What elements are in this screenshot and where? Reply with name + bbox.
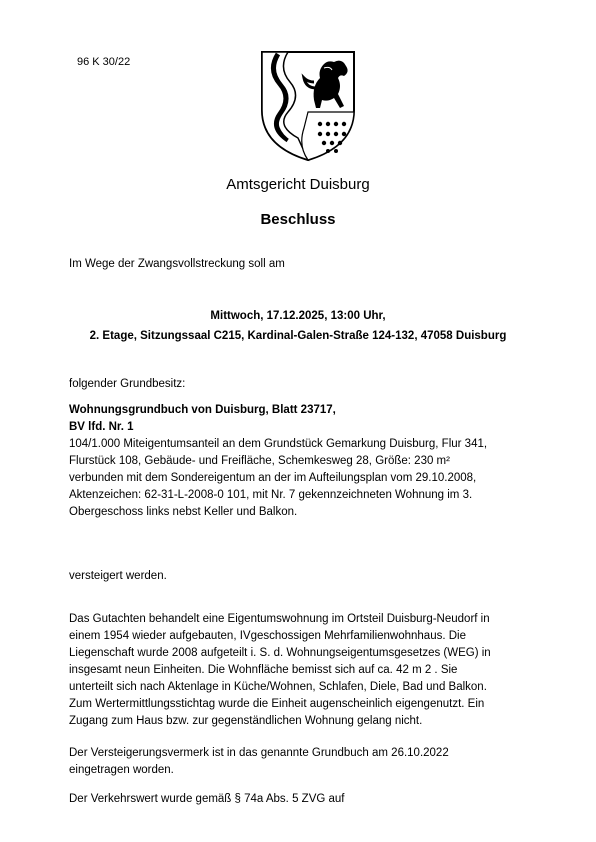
- text-line: Der Versteigerungsvermerk ist in das genannte Grundbuch am 26.10.2022: [69, 747, 449, 759]
- text-line: 104/1.000 Miteigentumsanteil an dem Grundstück Gemarkung Duisburg, Flur 341,: [69, 438, 488, 450]
- verkehrswert-text: Der Verkehrswert wurde gemäß § 74a Abs. 5 ZVG auf: [69, 793, 345, 805]
- text-line: Aktenzeichen: 62-31-L-2008-0 101, mit Nr. 7 gekennzeichneten Wohnung im 3.: [69, 489, 473, 501]
- text-line: Zum Wertermittlungsstichtag wurde die Einheit augenscheinlich eigengenutzt. Ein: [69, 698, 485, 710]
- grundbuch-title: Wohnungsgrundbuch von Duisburg, Blatt 23717,: [69, 404, 336, 416]
- intro-text: Im Wege der Zwangsvollstreckung soll am: [69, 258, 285, 270]
- case-reference: 96 K 30/22: [77, 56, 131, 68]
- text-line: insgesamt neun Einheiten. Die Wohnfläche bemisst sich auf ca. 42 m 2 . Sie: [69, 664, 458, 676]
- text-line: Flurstück 108, Gebäude- und Freifläche, Schemkesweg 28, Größe: 230 m²: [69, 455, 450, 467]
- appointment-date: Mittwoch, 17.12.2025, 13:00 Uhr,: [210, 310, 386, 322]
- text-line: Obergeschoss links nebst Keller und Balkon.: [69, 506, 298, 518]
- property-description: [69, 436, 539, 521]
- vermerk-paragraph: [69, 745, 539, 779]
- text-line: einem 1954 wieder aufgebauten, IVgeschossigen Mehrfamilienwohnhaus. Die: [69, 630, 466, 642]
- property-label: folgender Grundbesitz:: [69, 378, 186, 390]
- text-line: Liegenschaft wurde 2008 aufgeteilt i. S. d. Wohnungseigentumsgesetzes (WEG) in: [69, 647, 491, 659]
- auction-text: versteigert werden.: [69, 570, 167, 582]
- text-line: Zugang zum Haus bzw. zur gegenständlichen Wohnung gelang nicht.: [69, 715, 423, 727]
- text-line: eingetragen worden.: [69, 764, 174, 776]
- gutachten-paragraph: [69, 611, 539, 730]
- court-name: Amtsgericht Duisburg: [226, 176, 370, 193]
- bv-number: BV lfd. Nr. 1: [69, 421, 134, 433]
- text-line: unterteilt sich nach Aktenlage in Küche/Wohnen, Schlafen, Diele, Bad und Balkon.: [69, 681, 487, 693]
- document-type: Beschluss: [260, 211, 336, 228]
- text-line: verbunden mit dem Sondereigentum an der im Aufteilungsplan vom 29.10.2008,: [69, 472, 477, 484]
- appointment-location: 2. Etage, Sitzungssaal C215, Kardinal-Galen-Straße 124-132, 47058 Duisburg: [89, 330, 507, 342]
- nrw-coat-of-arms-icon: [258, 48, 358, 164]
- text-line: Das Gutachten behandelt eine Eigentumswohnung im Ortsteil Duisburg-Neudorf in: [69, 613, 490, 625]
